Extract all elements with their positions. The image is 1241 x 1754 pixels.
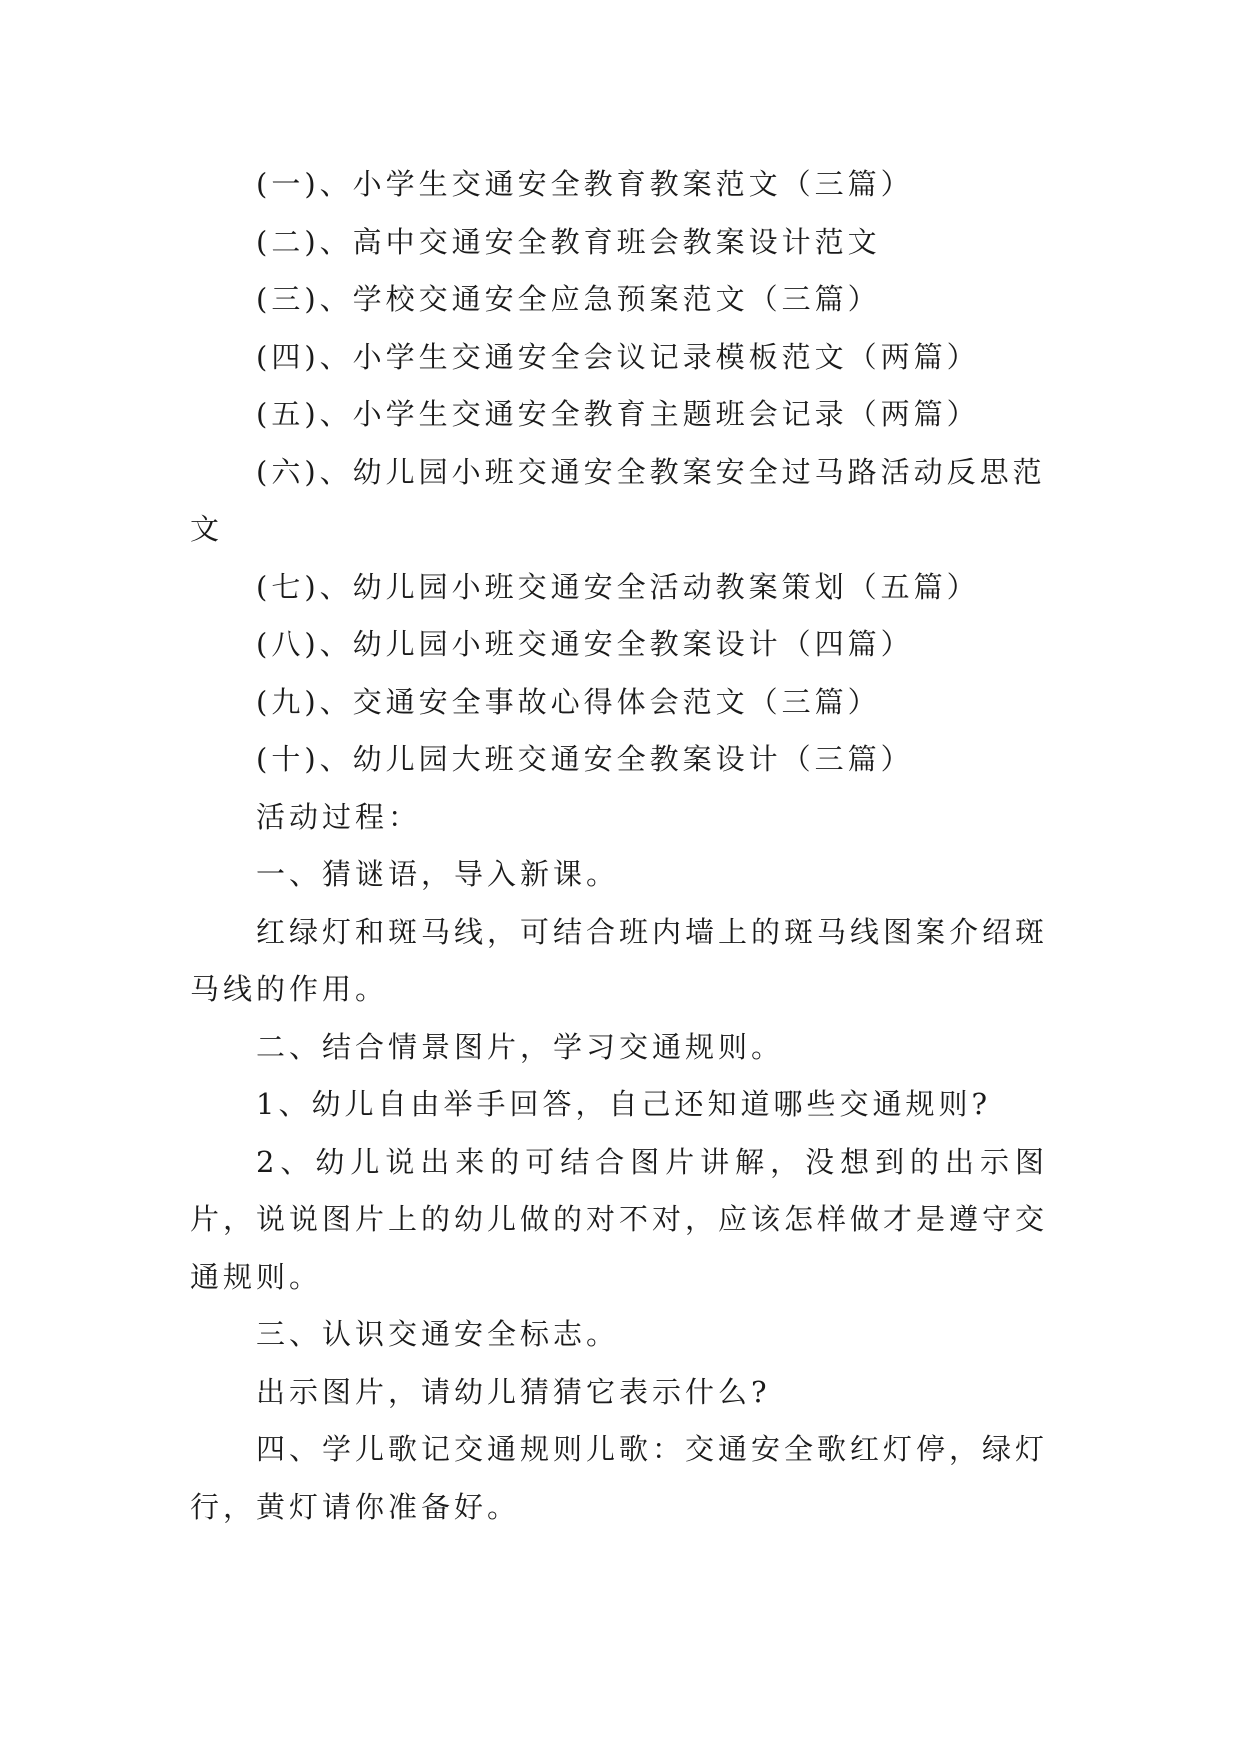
toc-item-9[interactable]: (九)、交通安全事故心得体会范文（三篇）: [256, 684, 881, 719]
toc-item-1[interactable]: (一)、小学生交通安全教育教案范文（三篇）: [256, 167, 914, 201]
toc-item-2[interactable]: (二)、高中交通安全教育班会教案设计范文: [256, 224, 881, 259]
toc-item-3[interactable]: (三)、学校交通安全应急预案范文（三篇）: [256, 282, 881, 316]
step3-text: 出示图片，请幼儿猜猜它表示什么?: [256, 1374, 771, 1409]
activity-heading: 活动过程：: [256, 799, 422, 834]
step3-heading: 三、认识交通安全标志。: [256, 1317, 620, 1351]
toc-item-7[interactable]: (七)、幼儿园小班交通安全活动教案策划（五篇）: [256, 569, 980, 604]
toc-item-10[interactable]: (十)、幼儿园大班交通安全教案设计（三篇）: [256, 742, 914, 776]
step1-text: 红绿灯和斑马线，可结合班内墙上的斑马线图案介绍斑马线的作用。: [190, 914, 1049, 1006]
document-content: [190, 156, 1048, 1536]
step2-item1: 1、幼儿自由举手回答，自己还知道哪些交通规则?: [256, 1087, 991, 1121]
toc-item-6[interactable]: (六)、幼儿园小班交通安全教案安全过马路活动反思范文: [190, 454, 1046, 546]
step1-heading: 一、猜谜语，导入新课。: [256, 857, 620, 891]
step2-heading: 二、结合情景图片，学习交通规则。: [256, 1029, 785, 1064]
toc-item-4[interactable]: (四)、小学生交通安全会议记录模板范文（两篇）: [256, 339, 980, 374]
step4-text: 四、学儿歌记交通规则儿歌：交通安全歌红灯停，绿灯行，黄灯请你准备好。: [190, 1432, 1049, 1524]
toc-item-8[interactable]: (八)、幼儿园小班交通安全教案设计（四篇）: [256, 627, 914, 661]
step2-item2: 2、幼儿说出来的可结合图片讲解，没想到的出示图片，说说图片上的幼儿做的对不对，应该怎样做才是遵守交通规则。: [190, 1144, 1049, 1294]
toc-item-5[interactable]: (五)、小学生交通安全教育主题班会记录（两篇）: [256, 397, 980, 431]
